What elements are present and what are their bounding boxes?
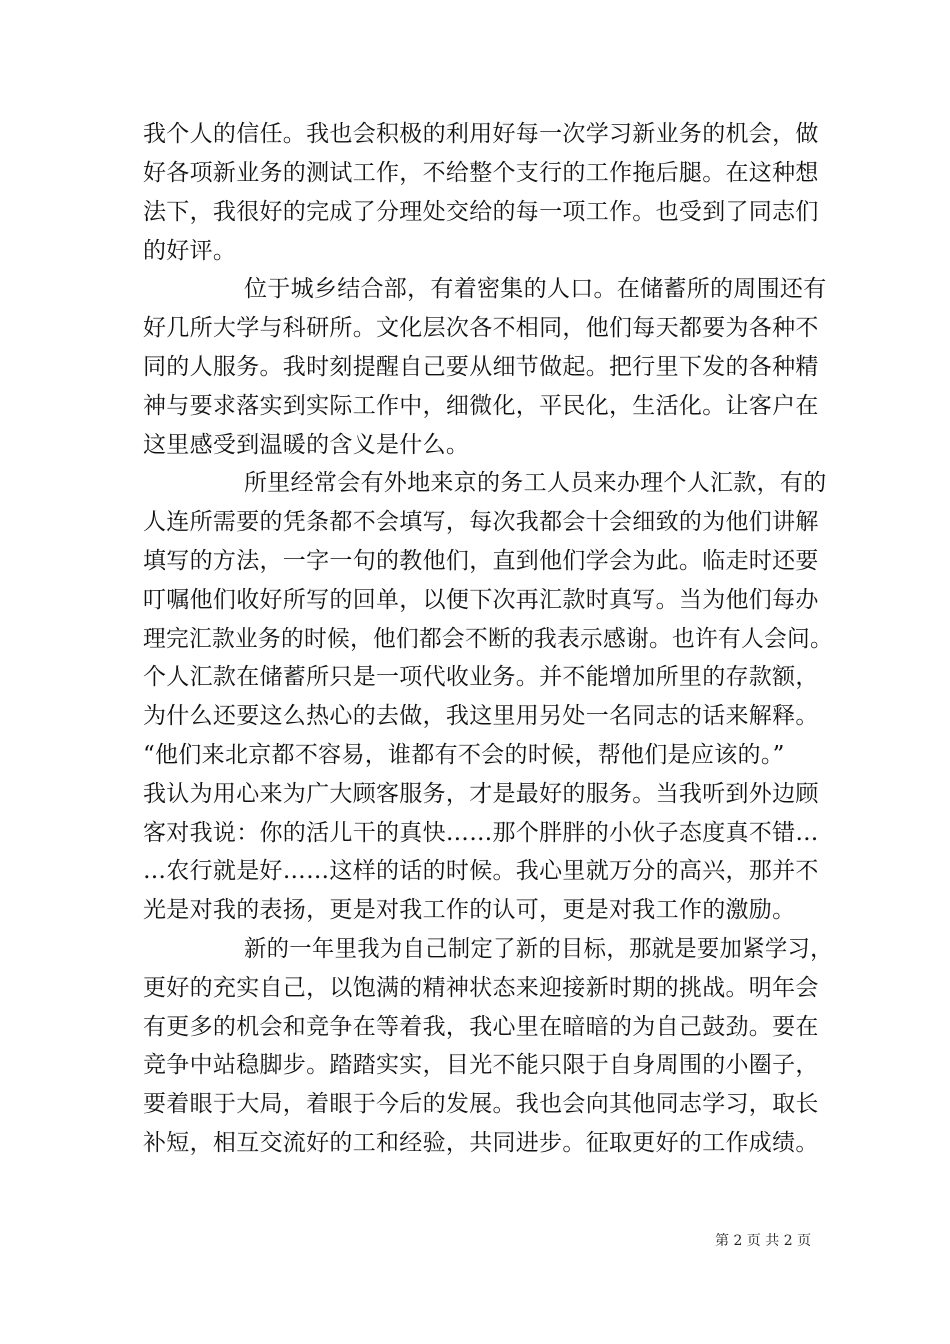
text-line: 光是对我的表扬，更是对我工作的认可，更是对我工作的激励。 <box>143 897 796 923</box>
text-line: …农行就是好……这样的话的时候。我心里就万分的高兴，那并不 <box>143 858 819 884</box>
text-line: 竞争中站稳脚步。踏踏实实，目光不能只限于自身周围的小圈子， <box>143 1052 819 1078</box>
page-number-footer: 第 2 页 共 2 页 <box>715 1233 812 1249</box>
text-line: 的好评。 <box>143 238 237 264</box>
text-line: 人连所需要的凭条都不会填写，每次我都会十会细致的为他们讲解 <box>143 509 819 535</box>
text-line: 更好的充实自己，以饱满的精神状态来迎接新时期的挑战。明年会 <box>143 975 819 1001</box>
text-line: 要着眼于大局，着眼于今后的发展。我也会向其他同志学习，取长 <box>143 1091 819 1117</box>
paragraph-first-line: 所里经常会有外地来京的务工人员来办理个人汇款，有的 <box>244 470 827 496</box>
text-line: 客对我说：你的活儿干的真快……那个胖胖的小伙子态度真不错… <box>143 820 819 846</box>
text-line: 补短，相互交流好的工和经验，共同进步。征取更好的工作成绩。 <box>143 1130 819 1156</box>
text-line: 我认为用心来为广大顾客服务，才是最好的服务。当我听到外边顾 <box>143 781 819 807</box>
text-line: 我个人的信任。我也会积极的利用好每一次学习新业务的机会，做 <box>143 121 819 147</box>
text-line: 有更多的机会和竞争在等着我，我心里在暗暗的为自己鼓劲。要在 <box>143 1014 819 1040</box>
text-line: 填写的方法，一字一句的教他们，直到他们学会为此。临走时还要 <box>143 548 819 574</box>
text-line: 法下，我很好的完成了分理处交给的每一项工作。也受到了同志们 <box>143 199 819 225</box>
text-line: 好几所大学与科研所。文化层次各不相同，他们每天都要为各种不 <box>143 315 819 341</box>
text-line: 神与要求落实到实际工作中，细微化，平民化，生活化。让客户在 <box>143 393 819 419</box>
text-line: 这里感受到温暖的含义是什么。 <box>143 432 470 458</box>
paragraph-first-line: 新的一年里我为自己制定了新的目标，那就是要加紧学习， <box>244 936 833 962</box>
text-line: 叮嘱他们收好所写的回单，以便下次再汇款时真写。当为他们每办 <box>143 587 819 613</box>
text-line: 个人汇款在储蓄所只是一项代收业务。并不能增加所里的存款额， <box>143 664 819 690</box>
text-line: 为什么还要这么热心的去做，我这里用另处一名同志的话来解释。 <box>143 703 819 729</box>
paragraph-first-line: 位于城乡结合部，有着密集的人口。在储蓄所的周围还有 <box>244 276 827 302</box>
text-line: 好各项新业务的测试工作，不给整个支行的工作拖后腿。在这种想 <box>143 160 819 186</box>
text-line: 理完汇款业务的时候，他们都会不断的我表示感谢。也许有人会问。 <box>143 626 833 652</box>
text-line: 同的人服务。我时刻提醒自己要从细节做起。把行里下发的各种精 <box>143 354 819 380</box>
text-line: “他们来北京都不容易，谁都有不会的时候，帮他们是应该的。” <box>143 742 785 768</box>
